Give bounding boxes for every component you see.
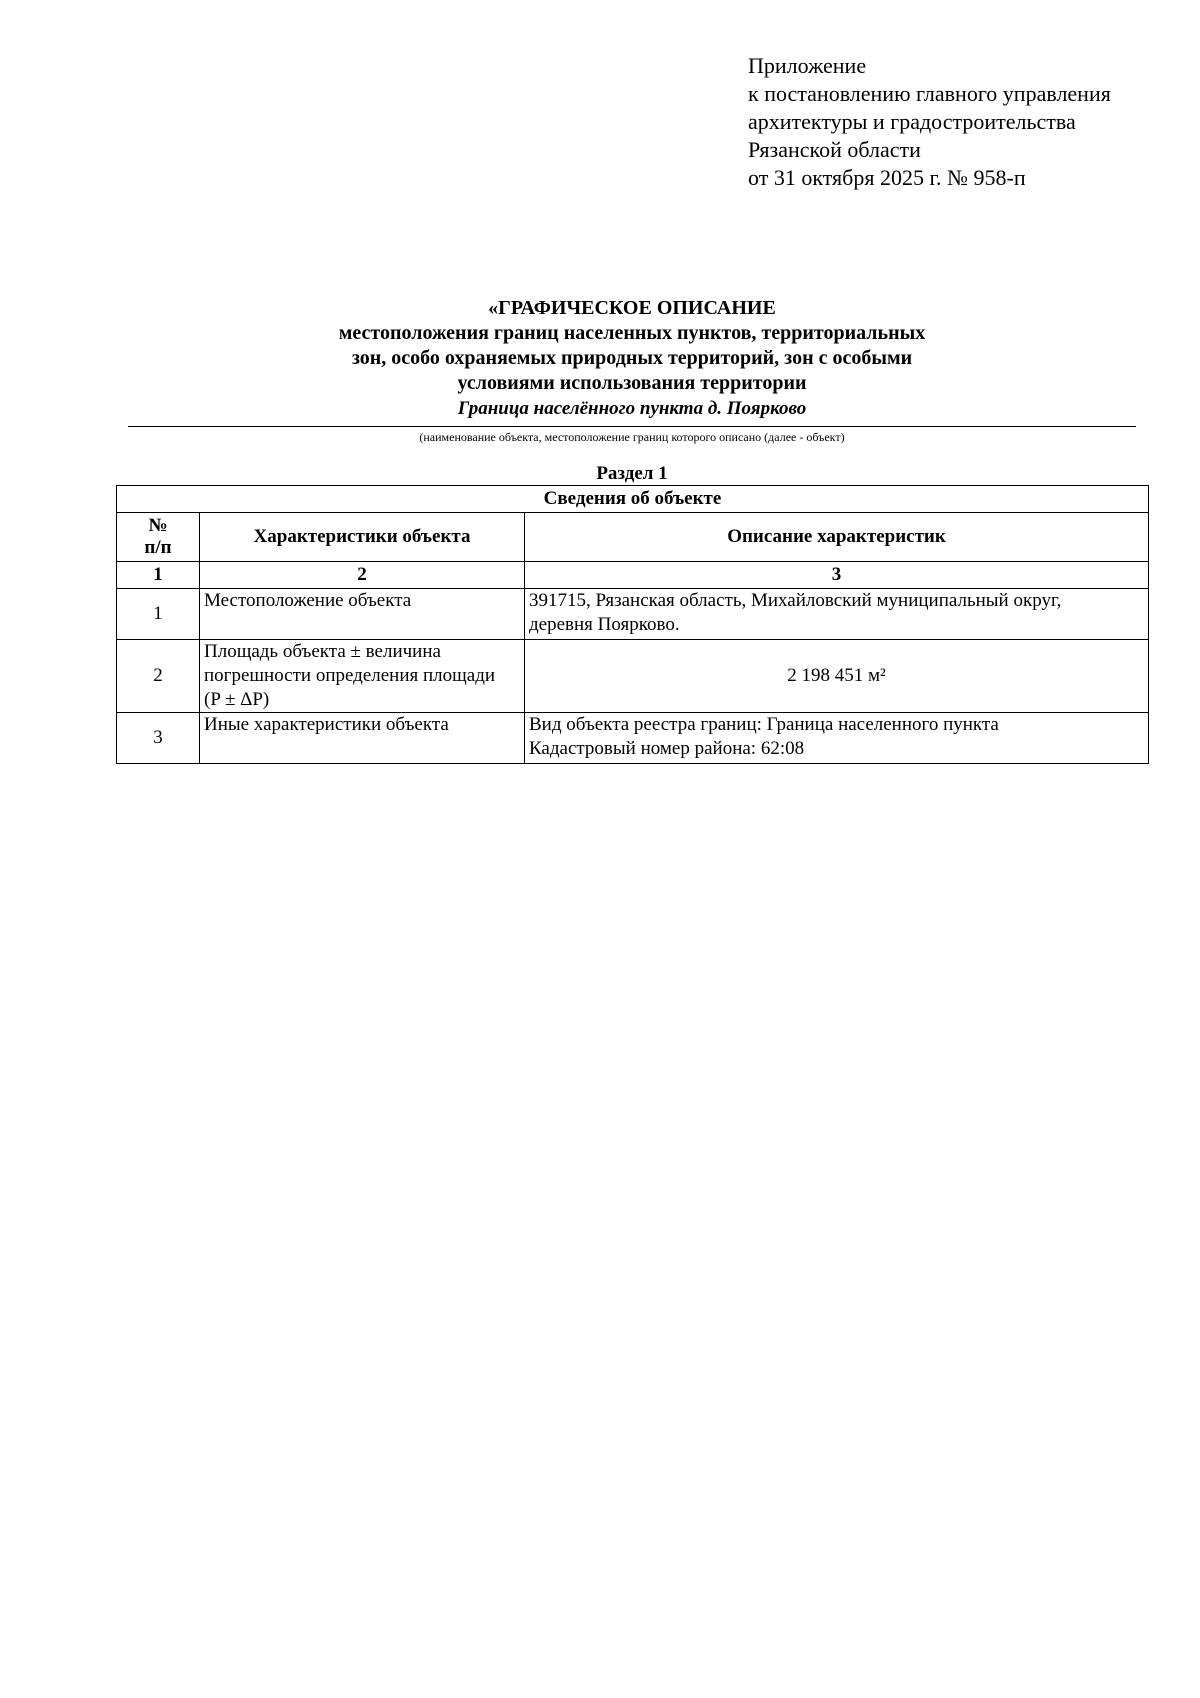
object-info-table xyxy=(116,485,1149,764)
column-number-row xyxy=(117,562,1149,589)
table-caption: Сведения об объекте xyxy=(117,486,1149,513)
row-value-line: деревня Поярково. xyxy=(529,614,680,635)
header-number-line: № xyxy=(148,515,168,536)
row-value: 2 198 451 м² xyxy=(525,640,1149,713)
row-value xyxy=(525,713,1149,764)
row-value xyxy=(525,589,1149,640)
column-number: 1 xyxy=(117,562,200,589)
title-line: «ГРАФИЧЕСКОЕ ОПИСАНИЕ xyxy=(488,297,776,319)
appendix-header xyxy=(748,52,1188,192)
row-label: Местоположение объекта xyxy=(200,589,525,640)
title-line: зон, особо охраняемых природных территорий, зон с особыми xyxy=(351,347,913,369)
row-number: 1 xyxy=(117,589,200,640)
table-caption-row xyxy=(117,486,1149,513)
row-number: 2 xyxy=(117,640,200,713)
table-row xyxy=(117,713,1149,764)
row-value-line: Кадастровый номер района: 62:08 xyxy=(529,738,805,759)
appendix-line: Приложение xyxy=(748,53,867,78)
row-label: Иные характеристики объекта xyxy=(200,713,525,764)
header-number-line: п/п xyxy=(144,537,172,558)
row-label xyxy=(200,640,525,713)
title-line: условиями использования территории xyxy=(457,372,807,394)
header-characteristic: Характеристики объекта xyxy=(200,513,525,562)
header-description: Описание характеристик xyxy=(525,513,1149,562)
document-title xyxy=(128,296,1136,421)
object-name-underline xyxy=(128,426,1136,427)
table-row xyxy=(117,640,1149,713)
title-line: местоположения границ населенных пунктов, территориальных xyxy=(338,322,926,344)
appendix-date-line: от 31 октября 2025 г. № 958-п xyxy=(748,165,1026,190)
row-label-line: (P ± ΔP) xyxy=(204,689,270,710)
object-name: Граница населённого пункта д. Поярково xyxy=(457,398,807,419)
column-number: 3 xyxy=(525,562,1149,589)
appendix-line: архитектуры и градостроительства xyxy=(748,109,1076,134)
row-value-line: Вид объекта реестра границ: Граница населенного пункта xyxy=(529,714,999,735)
row-label-line: погрешности определения площади xyxy=(204,665,496,686)
table-row xyxy=(117,589,1149,640)
row-label-line: Площадь объекта ± величина xyxy=(204,641,441,662)
appendix-line: Рязанской области xyxy=(748,137,921,162)
appendix-line: к постановлению главного управления xyxy=(748,81,1111,106)
section-title: Раздел 1 xyxy=(596,463,668,484)
column-number: 2 xyxy=(200,562,525,589)
row-number: 3 xyxy=(117,713,200,764)
table-header-row xyxy=(117,513,1149,562)
object-name-caption: (наименование объекта, местоположение границ которого описано (далее - объект) xyxy=(419,430,845,444)
header-number xyxy=(117,513,200,562)
row-value-line: 391715, Рязанская область, Михайловский муниципальный округ, xyxy=(529,590,1062,611)
